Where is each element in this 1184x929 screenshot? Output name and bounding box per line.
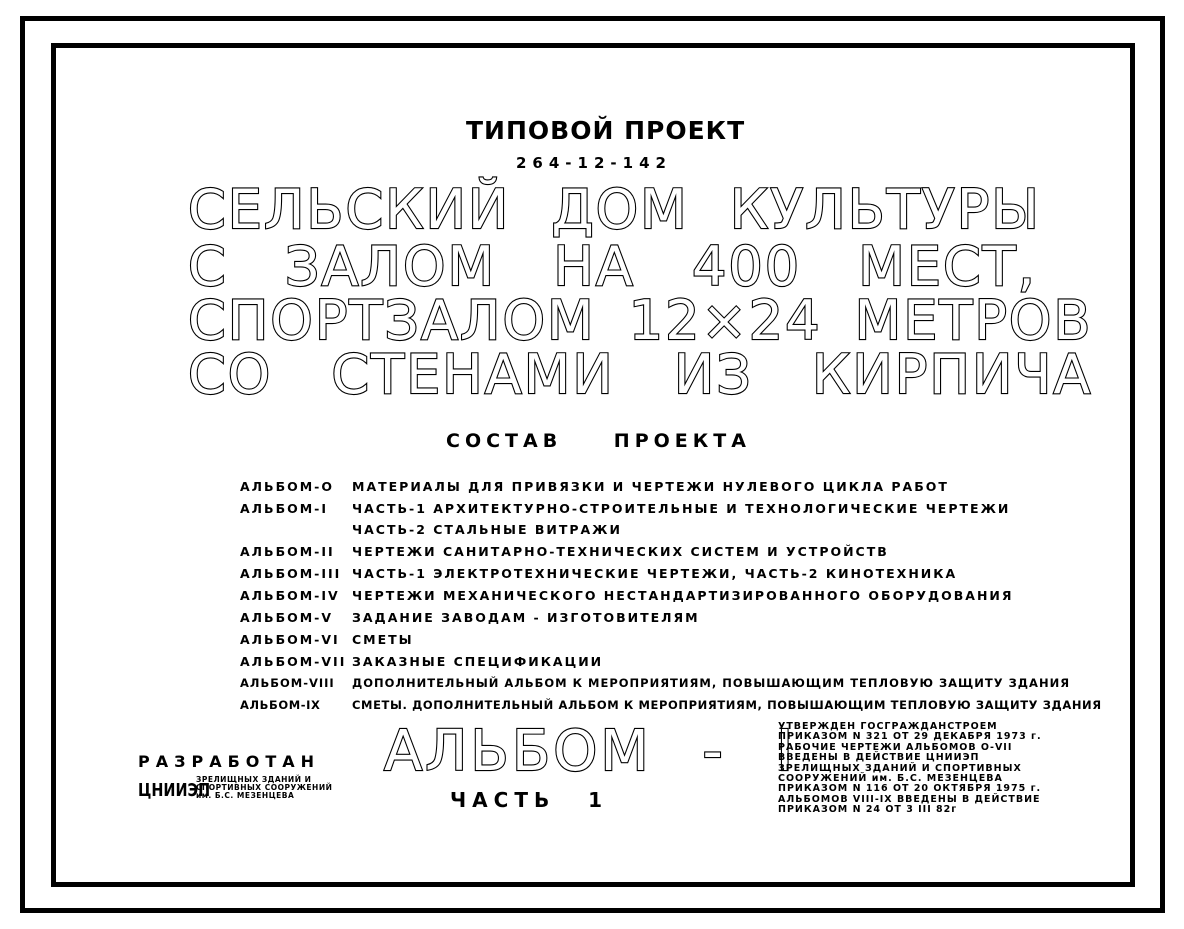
album-text: ДОПОЛНИТЕЛЬНЫЙ АЛЬБОМ К МЕРОПРИЯТИЯМ, ПОВЫШАЮЩИМ ТЕПЛОВУЮ ЗАЩИТУ ЗДАНИЯ xyxy=(352,676,1071,690)
album-row xyxy=(240,544,889,566)
album-row xyxy=(240,588,1014,610)
album-row xyxy=(240,522,622,544)
album-label: АЛЬБОМ-V xyxy=(240,610,334,625)
org-desc-line: им. Б.С. МЕЗЕНЦЕВА xyxy=(196,791,295,800)
album-row xyxy=(240,610,700,632)
album-text: ЧАСТЬ-2 СТАЛЬНЫЕ ВИТРАЖИ xyxy=(352,522,622,537)
org-desc-line: СПОРТИВНЫХ СООРУЖЕНИЙ xyxy=(196,783,333,792)
title-line-4: СО СТЕНАМИ ИЗ КИРПИЧА xyxy=(188,343,1093,406)
album-row xyxy=(240,479,949,501)
album-label: АЛЬБОМ-VI xyxy=(240,632,340,647)
album-row xyxy=(240,501,1010,523)
approval-block xyxy=(778,722,1044,816)
approval-line: ПРИКАЗОМ N 24 ОТ 3 III 82г xyxy=(778,804,958,816)
album-label: АЛЬБОМ-III xyxy=(240,566,342,581)
composition-heading: СОСТАВ ПРОЕКТА xyxy=(446,430,751,452)
album-label: АЛЬБОМ-I xyxy=(240,501,329,516)
developer-org-desc xyxy=(196,776,332,800)
album-row xyxy=(240,632,414,654)
developer-heading: РАЗРАБОТАН xyxy=(138,752,321,771)
album-label: АЛЬБОМ-II xyxy=(240,544,335,559)
album-text: СМЕТЫ xyxy=(352,632,414,647)
album-row xyxy=(240,698,1102,720)
approval-line: ЗРЕЛИЩНЫХ ЗДАНИЙ И СПОРТИВНЫХ xyxy=(778,762,1022,774)
approval-line: АЛЬБОМОВ VIII-IX ВВЕДЕНЫ В ДЕЙСТВИЕ xyxy=(778,793,1041,805)
album-text: ЗАКАЗНЫЕ СПЕЦИФИКАЦИИ xyxy=(352,654,604,669)
developer-org-abbr: ЦНИИЭП xyxy=(138,780,211,801)
album-label: АЛЬБОМ-О xyxy=(240,479,334,494)
approval-line: РАБОЧИЕ ЧЕРТЕЖИ АЛЬБОМОВ О-VII xyxy=(778,741,1013,753)
album-part: ЧАСТЬ 1 xyxy=(450,788,609,812)
approval-line: УТВЕРЖДЕН ГОСГРАЖДАНСТРОЕМ xyxy=(778,721,998,732)
album-text: СМЕТЫ. ДОПОЛНИТЕЛЬНЫЙ АЛЬБОМ К МЕРОПРИЯТИЯМ, ПОВЫШАЮЩИМ ТЕПЛОВУЮ ЗАЩИТУ ЗДАНИЯ xyxy=(352,698,1102,712)
album-row xyxy=(240,676,1070,698)
approval-line: ВВЕДЕНЫ В ДЕЙСТВИЕ ЦНИИЭП xyxy=(778,752,980,764)
album-text: ЗАДАНИЕ ЗАВОДАМ - ИЗГОТОВИТЕЛЯМ xyxy=(352,610,700,625)
album-row xyxy=(240,566,957,588)
album-text: МАТЕРИАЛЫ ДЛЯ ПРИВЯЗКИ И ЧЕРТЕЖИ НУЛЕВОГО ЦИКЛА РАБОТ xyxy=(352,479,949,494)
title-line-2: С ЗАЛОМ НА 400 МЕСТ, xyxy=(188,235,1037,298)
approval-line: ПРИКАЗОМ N 116 ОТ 20 ОКТЯБРЯ 1975 г. xyxy=(778,783,1042,795)
album-text: ЧЕРТЕЖИ САНИТАРНО-ТЕХНИЧЕСКИХ СИСТЕМ И УСТРОЙСТВ xyxy=(352,544,889,559)
album-label: АЛЬБОМ-IV xyxy=(240,588,340,603)
album-label: АЛЬБОМ-VII xyxy=(240,654,347,669)
title-line-1: СЕЛЬСКИЙ ДОМ КУЛЬТУРЫ xyxy=(188,178,1041,241)
project-number: 264-12-142 xyxy=(516,154,672,172)
org-desc-line: ЗРЕЛИЩНЫХ ЗДАНИЙ И xyxy=(196,775,312,784)
album-row xyxy=(240,654,603,676)
album-text: ЧЕРТЕЖИ МЕХАНИЧЕСКОГО НЕСТАНДАРТИЗИРОВАННОГО ОБОРУДОВАНИЯ xyxy=(352,588,1014,603)
album-text: ЧАСТЬ-1 АРХИТЕКТУРНО-СТРОИТЕЛЬНЫЕ И ТЕХНОЛОГИЧЕСКИЕ ЧЕРТЕЖИ xyxy=(352,501,1011,516)
approval-line: ПРИКАЗОМ N 321 ОТ 29 ДЕКАБРЯ 1973 г. xyxy=(778,731,1042,743)
album-title: АЛЬБОМ - I xyxy=(384,719,796,784)
approval-line: СООРУЖЕНИЙ им. Б.С. МЕЗЕНЦЕВА xyxy=(778,773,1003,785)
title-line-3: СПОРТЗАЛОМ 12×24 МЕТРОВ xyxy=(188,289,1093,352)
album-label: АЛЬБОМ-IX xyxy=(240,698,321,712)
project-type: ТИПОВОЙ ПРОЕКТ xyxy=(466,116,746,145)
album-text: ЧАСТЬ-1 ЭЛЕКТРОТЕХНИЧЕСКИЕ ЧЕРТЕЖИ, ЧАСТЬ-2 КИНОТЕХНИКА xyxy=(352,566,958,581)
album-label: АЛЬБОМ-VIII xyxy=(240,676,335,690)
